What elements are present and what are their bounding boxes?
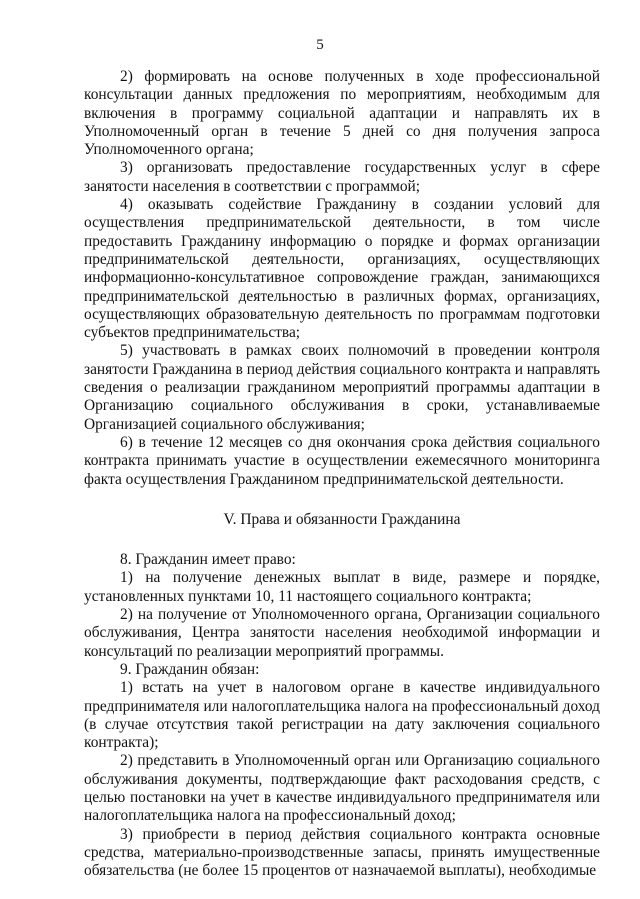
- paragraph-8-1: 1) на получение денежных выплат в виде, размере и порядке, установленных пунктами 10, 11 настоящего социального контракта;: [84, 569, 600, 605]
- paragraph-8-2: 2) на получение от Уполномоченного органа, Организации социального обслуживания, Центра занятости населения необходимой информации и консультаций по реализации мероприятий программы.: [84, 606, 600, 660]
- document-body: [84, 68, 600, 880]
- section-heading: V. Права и обязанности Гражданина: [223, 510, 461, 528]
- paragraph-9: 9. Гражданин обязан:: [120, 660, 260, 678]
- paragraph-9-2: 2) представить в Уполномоченный орган или Организацию социального обслуживания документы, подтверждающие факт расходования средств, с целью постановки на учет в качестве индивидуального предпринимателя или налогоплательщика налога на профессиональный доход;: [84, 752, 600, 825]
- paragraph-7-4: 4) оказывать содействие Гражданину в создании условий для осуществления предпринимательской деятельности, в том числе предоставить Гражданину информацию о порядке и формах организации предпринимательской деятельности, организациях, осуществляющих информационно-консультативное сопровождение граждан, занимающихся предпринимательской деятельностью в различных формах, организациях, осуществляющих образовательную деятельность по программам подготовки субъектов предпринимательства;: [84, 196, 600, 342]
- paragraph-7-6: 6) в течение 12 месяцев со дня окончания срока действия социального контракта принимать участие в осуществлении ежемесячного мониторинга факта осуществления Гражданином предпринимательской деятельности.: [84, 433, 600, 488]
- paragraph-7-5: 5) участвовать в рамках своих полномочий в проведении контроля занятости Гражданина в период действия социального контракта и направлять сведения о реализации гражданином мероприятий программы адаптации в Организацию социального обслуживания в сроки, устанавливаемые Организацией социального обслуживания;: [84, 342, 600, 433]
- paragraph-8: 8. Гражданин имеет право:: [120, 551, 296, 569]
- page-number: 5: [316, 37, 324, 53]
- paragraph-7-3: 3) организовать предоставление государственных услуг в сфере занятости населения в соответствии с программой;: [84, 159, 600, 195]
- paragraph-9-1: 1) встать на учет в налоговом органе в качестве индивидуального предпринимателя или налогоплательщика налога на профессиональный доход (в случае отсутствия такой регистрации на дату заключения социального контракта);: [84, 679, 600, 752]
- paragraph-7-2: 2) формировать на основе полученных в ходе профессиональной консультации данных предложения по мероприятиям, необходимым для включения в программу социальной адаптации и направлять их в Уполномоченный орган в течение 5 дней со дня получения запроса Уполномоченного органа;: [84, 68, 600, 159]
- paragraph-9-3: 3) приобрести в период действия социального контракта основные средства, материально-производственные запасы, принять имущественные обязательства (не более 15 процентов от назначаемой выплаты), необходимые: [84, 825, 600, 880]
